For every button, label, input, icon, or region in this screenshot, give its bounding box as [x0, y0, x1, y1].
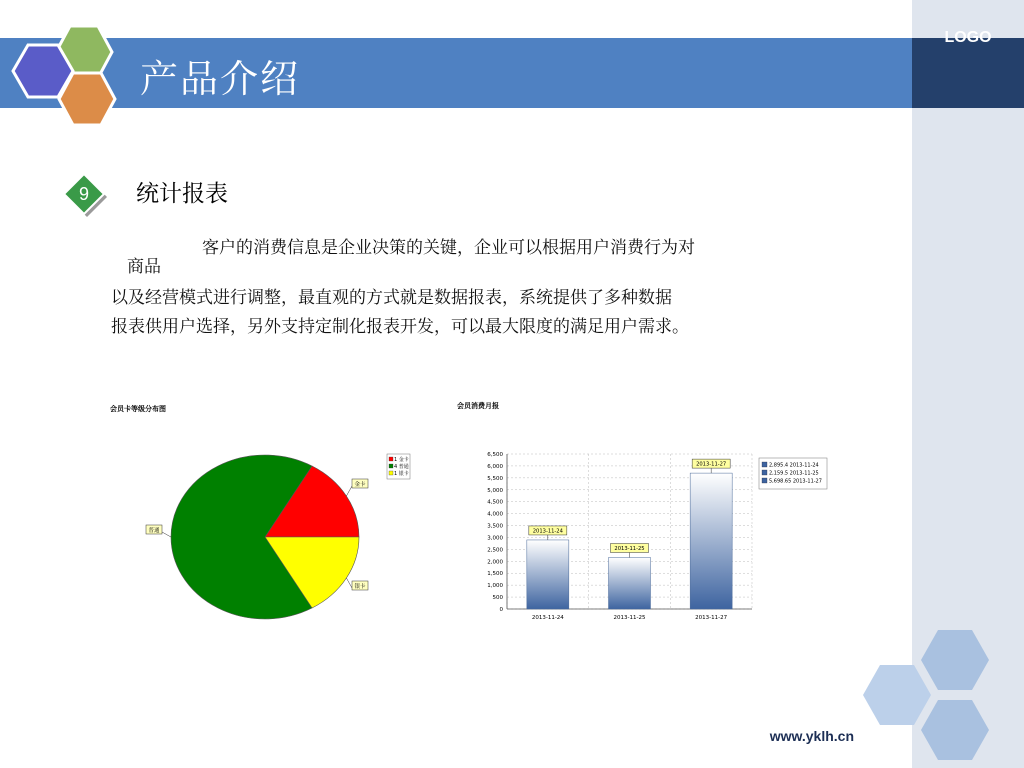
pie-leader-line	[162, 532, 171, 537]
bar-y-tick-label: 1,000	[487, 583, 503, 590]
section-title: 统计报表	[136, 181, 228, 207]
bar-2013-11-27	[690, 473, 732, 609]
bar-y-tick-label: 0	[499, 607, 503, 613]
bar-y-tick-label: 6,500	[487, 452, 503, 458]
pie-legend-label: 1 金卡	[394, 457, 409, 463]
bar-data-label: 2013-11-27	[696, 461, 727, 468]
pie-label: 银卡	[354, 584, 366, 590]
bar-data-label: 2013-11-24	[532, 528, 563, 535]
bar-y-tick-label: 2,500	[487, 547, 503, 554]
bar-y-tick-label: 6,000	[487, 463, 503, 470]
bar-2013-11-25	[609, 558, 651, 609]
pie-label: 普通	[148, 528, 160, 534]
footer-url: www.yklh.cn	[769, 728, 854, 744]
bar-y-tick-label: 3,000	[487, 535, 503, 542]
bar-y-tick-label: 1,500	[487, 571, 503, 578]
bar-y-tick-label: 4,000	[487, 511, 503, 518]
monthly-consumption-bar-chart	[450, 392, 850, 632]
bar-2013-11-24	[527, 540, 569, 609]
pie-legend-label: 1 银卡	[394, 471, 409, 477]
pie-legend-swatch	[389, 464, 393, 468]
bar-legend-swatch	[762, 462, 767, 467]
bar-legend-swatch	[762, 478, 767, 483]
pie-legend-swatch	[389, 471, 393, 475]
bar-y-tick-label: 2,000	[487, 559, 503, 566]
bar-legend-swatch	[762, 470, 767, 475]
hexagon-logo-icon	[0, 18, 130, 128]
intro-line-3: 报表供用户选择，另外支持定制化报表开发，可以最大限度的满足用户需求。	[111, 317, 689, 337]
logo: LOGO	[944, 29, 992, 46]
pie-legend-label: 4 普通	[394, 464, 409, 470]
pie-leader-line	[346, 578, 352, 588]
bar-x-tick-label: 2013-11-24	[531, 615, 564, 621]
bar-legend-label: 2,895.4 2013-11-24	[769, 462, 819, 469]
bar-y-tick-label: 5,000	[487, 487, 503, 494]
bar-y-tick-label: 4,500	[487, 499, 503, 506]
bar-legend-label: 5,698.65 2013-11-27	[769, 478, 822, 485]
bar-x-tick-label: 2013-11-25	[613, 615, 646, 621]
intro-line-1-tail: 商品	[127, 257, 161, 277]
bar-data-label: 2013-11-25	[614, 546, 645, 553]
section-number: 9	[78, 184, 90, 204]
pie-label: 金卡	[354, 482, 366, 488]
member-card-pie-chart	[100, 395, 430, 635]
bar-y-tick-label: 5,500	[487, 475, 503, 482]
decorative-hexagons-icon	[858, 628, 998, 768]
pie-leader-line	[346, 486, 352, 496]
bar-legend-label: 2,159.5 2013-11-25	[769, 470, 819, 477]
intro-line-2: 以及经营模式进行调整，最直观的方式就是数据报表，系统提供了多种数据	[111, 288, 672, 308]
section-number-badge	[58, 168, 110, 220]
bar-y-tick-label: 3,500	[487, 523, 503, 530]
pie-chart-title: 会员卡等级分布图	[110, 405, 166, 413]
bar-chart-title: 会员消费月报	[457, 402, 499, 410]
page-title: 产品介绍	[140, 57, 301, 101]
pie-legend-swatch	[389, 457, 393, 461]
intro-line-1: 客户的消费信息是企业决策的关键，企业可以根据用户消费行为对	[202, 238, 695, 258]
bar-y-tick-label: 500	[492, 595, 503, 602]
bar-x-tick-label: 2013-11-27	[695, 615, 728, 621]
